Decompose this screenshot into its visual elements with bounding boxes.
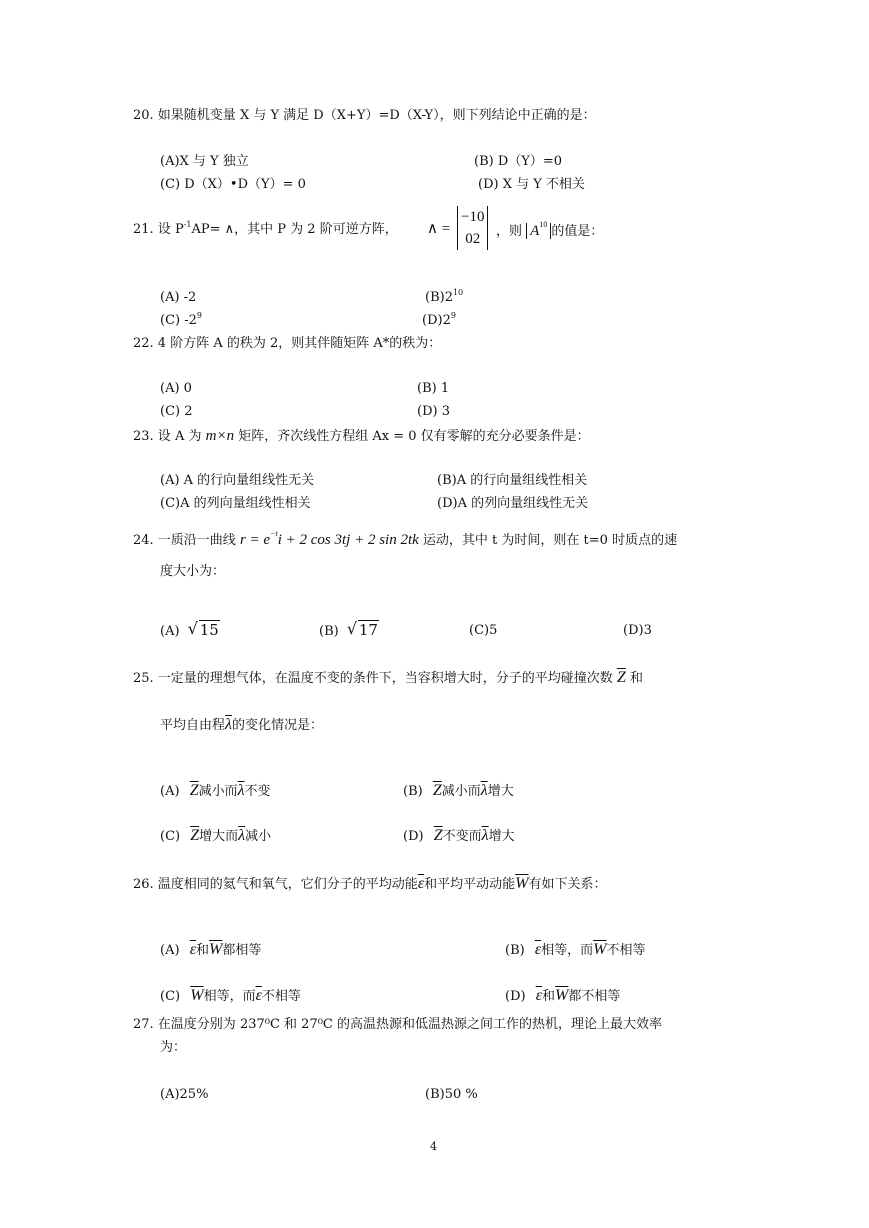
q21-a: A bbox=[530, 223, 540, 239]
q26-w-symbol: $\overline{W}$ bbox=[515, 875, 529, 892]
q27-option-b: (B)50 % bbox=[425, 1087, 478, 1102]
q23-stem-pre: 23. 设 A 为 bbox=[133, 429, 202, 444]
q26-stem bbox=[133, 874, 606, 893]
q25-option-a-lambda: $\overline{\lambda}$ bbox=[237, 782, 245, 799]
q25-stem-line2 bbox=[160, 715, 323, 734]
q25-option-c-z: $\overline{Z}$ bbox=[190, 827, 200, 844]
q21-stem-tail bbox=[496, 222, 603, 240]
q26-eps-symbol: $\overline{\varepsilon}$ bbox=[417, 875, 425, 892]
q21-option-b-base: (B)2 bbox=[425, 290, 453, 305]
q21-stem-mid: AP= ∧，其中 P 为 2 阶可逆方阵， bbox=[191, 222, 398, 237]
q25-option-d-z: $\overline{Z}$ bbox=[433, 827, 443, 844]
q21-inverse-sup: -1 bbox=[183, 220, 192, 229]
q20-option-d: (D) X 与 Y 不相关 bbox=[478, 177, 585, 192]
q21-det-a10 bbox=[526, 220, 551, 239]
q23-math-mxn: m×n bbox=[205, 428, 235, 444]
q25-option-c bbox=[160, 826, 271, 845]
q22-option-a: (A) 0 bbox=[160, 381, 192, 396]
q21-matrix-row1: −10 bbox=[461, 209, 485, 225]
q26-option-a bbox=[160, 940, 261, 959]
q25-stem-pre: 25. 一定量的理想气体，在温度不变的条件下，当容积增大时，分子的平均碰撞次数 bbox=[133, 671, 613, 686]
q25-option-a-mid: 减小而 bbox=[198, 784, 238, 799]
q21-matrix-row2: 02 bbox=[465, 231, 481, 247]
q26-stem-mid: 和平均平动动能 bbox=[424, 877, 516, 892]
q26-option-a-eps: $\overline{\varepsilon}$ bbox=[189, 941, 196, 958]
q26-option-d bbox=[505, 986, 620, 1005]
q26-option-a-w: $\overline{W}$ bbox=[209, 941, 223, 958]
q25-lambda-symbol: $\overline{\lambda}$ bbox=[225, 716, 232, 733]
q23-stem bbox=[133, 427, 590, 445]
q25-option-d bbox=[403, 826, 515, 845]
q26-option-c-w: $\overline{W}$ bbox=[190, 987, 204, 1004]
q25-option-b-lambda: $\overline{\lambda}$ bbox=[480, 782, 488, 799]
q25-option-a-label: (A) bbox=[160, 784, 180, 799]
q24-stem-pre: 24. 一质沿一曲线 bbox=[133, 533, 236, 548]
q26-option-d-label: (D) bbox=[505, 989, 526, 1004]
page-number: 4 bbox=[430, 1140, 437, 1153]
q24-option-a-sqrt bbox=[188, 621, 220, 639]
q25-option-a-z: $\overline{Z}$ bbox=[189, 782, 199, 799]
q24-stem-post: 运动，其中 t 为时间，则在 t=0 时质点的速 bbox=[422, 533, 678, 548]
q26-option-b-label: (B) bbox=[505, 943, 525, 958]
q21-lambda-eq: ∧ = bbox=[427, 221, 451, 237]
q25-option-d-end: 增大 bbox=[488, 829, 515, 844]
q22-option-d: (D) 3 bbox=[417, 404, 450, 419]
q25-option-a bbox=[160, 781, 271, 800]
q21-stem bbox=[133, 222, 398, 238]
q26-option-b-w: $\overline{W}$ bbox=[593, 941, 607, 958]
q26-option-c-end: 不相等 bbox=[261, 989, 301, 1004]
q20-option-c: (C) D（X）•D（Y）= 0 bbox=[160, 177, 306, 192]
q26-option-d-w: $\overline{W}$ bbox=[555, 987, 569, 1004]
q26-option-c bbox=[160, 986, 301, 1005]
q21-option-d-exp: 9 bbox=[450, 311, 456, 320]
q20-option-b: (B) D（Y）=0 bbox=[474, 154, 562, 169]
q24-option-b-value: 17 bbox=[358, 621, 378, 639]
q26-option-b-mid: 相等，而 bbox=[541, 943, 594, 958]
q26-option-d-end: 都不相等 bbox=[568, 989, 621, 1004]
q26-option-b bbox=[505, 940, 646, 959]
q21-option-c-exp: 9 bbox=[196, 311, 202, 320]
q25-option-c-label: (C) bbox=[160, 829, 181, 844]
q21-matrix bbox=[457, 206, 488, 250]
q22-option-b: (B) 1 bbox=[417, 381, 450, 396]
q24-formula-r: r = e bbox=[239, 532, 271, 548]
q26-option-d-eps: $\overline{\varepsilon}$ bbox=[535, 987, 543, 1004]
q24-option-d: (D)3 bbox=[623, 623, 652, 638]
q26-option-d-and: 和 bbox=[542, 989, 556, 1004]
q26-stem-post: 有如下关系： bbox=[528, 877, 607, 892]
q21-option-c-base: (C) -2 bbox=[160, 313, 197, 328]
q25-option-d-mid: 不变而 bbox=[442, 829, 482, 844]
q26-option-b-end: 不相等 bbox=[606, 943, 646, 958]
q27-option-a: (A)25% bbox=[160, 1087, 209, 1102]
q24-option-b-sqrt bbox=[347, 621, 379, 639]
q25-line2-pre: 平均自由程 bbox=[160, 718, 226, 733]
q26-option-c-mid: 相等，而 bbox=[203, 989, 256, 1004]
q23-option-c: (C)A 的列向量组线性相关 bbox=[160, 496, 311, 511]
q25-z-symbol: $\overline{Z}$ bbox=[616, 669, 626, 686]
q23-option-a: (A) A 的行向量组线性无关 bbox=[160, 473, 315, 488]
q21-stem-then: ，则 bbox=[496, 224, 523, 239]
q26-option-a-end: 都相等 bbox=[222, 943, 262, 958]
q25-option-b bbox=[403, 781, 514, 800]
q24-option-b bbox=[319, 621, 379, 640]
q25-option-a-end: 不变 bbox=[244, 784, 271, 799]
q25-option-c-mid: 增大而 bbox=[199, 829, 239, 844]
q25-option-c-end: 减小 bbox=[245, 829, 272, 844]
q20-option-a: (A)X 与 Y 独立 bbox=[160, 154, 249, 169]
q20-stem: 20. 如果随机变量 X 与 Y 满足 D（X+Y）=D（X-Y），则下列结论中正确的是： bbox=[133, 108, 596, 123]
q26-option-b-eps: $\overline{\varepsilon}$ bbox=[534, 941, 542, 958]
q26-stem-pre: 26. 温度相同的氦气和氧气，它们分子的平均动能 bbox=[133, 877, 418, 892]
q21-option-b-exp: 10 bbox=[452, 288, 464, 297]
q24-option-b-label: (B) bbox=[319, 624, 339, 639]
q21-stem-post: 的值是： bbox=[551, 224, 604, 239]
q23-option-d: (D)A 的列向量组线性无关 bbox=[437, 496, 589, 511]
q25-option-b-label: (B) bbox=[403, 784, 423, 799]
q21-option-b bbox=[425, 290, 463, 306]
q25-line2-post: 的变化情况是： bbox=[231, 718, 323, 733]
q21-option-d-base: (D)2 bbox=[422, 313, 451, 328]
q24-stem-line2: 度大小为： bbox=[160, 564, 226, 579]
q27-stem-line2: 为： bbox=[160, 1040, 187, 1055]
q22-option-c: (C) 2 bbox=[160, 404, 193, 419]
q24-option-a-label: (A) bbox=[160, 624, 180, 639]
q24-option-a bbox=[160, 621, 220, 640]
q23-stem-post: 矩阵，齐次线性方程组 Ax = 0 仅有零解的充分必要条件是： bbox=[238, 429, 590, 444]
q24-stem bbox=[133, 531, 677, 549]
q21-a-exp: 10 bbox=[539, 220, 548, 229]
q26-option-c-label: (C) bbox=[160, 989, 181, 1004]
q24-formula-exp: −t bbox=[270, 529, 278, 538]
q26-option-a-label: (A) bbox=[160, 943, 180, 958]
q27-stem-line1: 27. 在温度分别为 237⁰C 和 27⁰C 的高温热源和低温热源之间工作的热机，理论上最大效率 bbox=[133, 1017, 663, 1032]
q25-stem bbox=[133, 668, 643, 687]
q24-option-a-value: 15 bbox=[199, 621, 219, 639]
q26-option-a-and: 和 bbox=[196, 943, 210, 958]
q21-option-c bbox=[160, 313, 202, 329]
q25-option-b-z: $\overline{Z}$ bbox=[432, 782, 442, 799]
q25-option-d-label: (D) bbox=[403, 829, 424, 844]
q25-and: 和 bbox=[630, 671, 644, 686]
q25-option-c-lambda: $\overline{\lambda}$ bbox=[238, 827, 246, 844]
q21-option-a: (A) -2 bbox=[160, 290, 197, 305]
q21-stem-pre: 21. 设 P bbox=[133, 222, 184, 237]
q21-option-d bbox=[422, 313, 456, 329]
q25-option-d-lambda: $\overline{\lambda}$ bbox=[481, 827, 489, 844]
q22-stem: 22. 4 阶方阵 A 的秩为 2，则其伴随矩阵 A*的秩为： bbox=[133, 336, 442, 351]
q26-option-c-eps: $\overline{\varepsilon}$ bbox=[255, 987, 262, 1004]
q24-formula bbox=[239, 529, 419, 548]
q24-option-c: (C)5 bbox=[469, 623, 498, 638]
q25-option-b-end: 增大 bbox=[487, 784, 514, 799]
q23-option-b: (B)A 的行向量组线性相关 bbox=[437, 473, 588, 488]
q24-formula-rest: i + 2 cos 3tj + 2 sin 2tk bbox=[277, 532, 419, 548]
q25-option-b-mid: 减小而 bbox=[441, 784, 481, 799]
